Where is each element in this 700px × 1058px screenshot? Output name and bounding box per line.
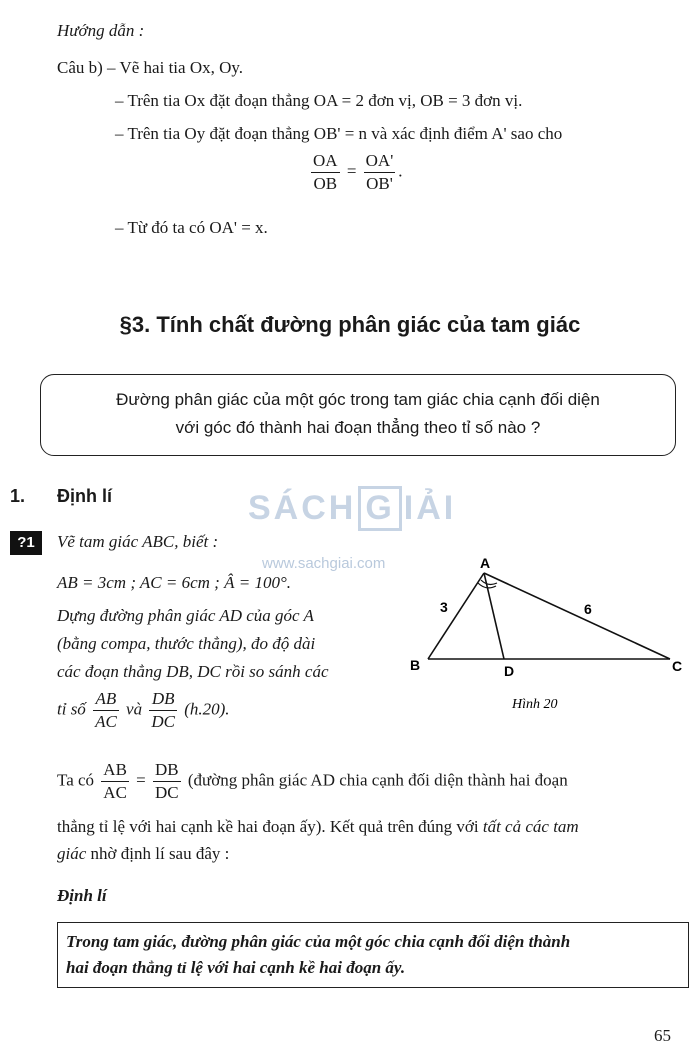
question-box xyxy=(40,374,676,456)
exercise-ratio-line xyxy=(57,688,230,733)
figure-caption: Hình 20 xyxy=(512,697,558,712)
exercise-line-1: Vẽ tam giác ABC, biết : xyxy=(57,532,219,551)
guide-heading: Hướng dẫn : xyxy=(57,21,145,40)
fraction-numerator: OA' xyxy=(364,150,396,173)
subsection-number: 1. xyxy=(10,486,26,506)
fraction-oa-prime-ob-prime xyxy=(364,150,396,195)
exercise-line-4: (bằng compa, thước thẳng), đo độ dài xyxy=(57,634,316,653)
period: . xyxy=(398,161,403,181)
watermark-logo xyxy=(248,486,456,531)
question-line-2: với góc đó thành hai đoạn thẳng theo tỉ số nào ? xyxy=(175,418,541,437)
fraction-ab-ac xyxy=(93,688,119,733)
fraction-denominator: DC xyxy=(151,712,175,731)
label-b: B xyxy=(410,657,421,673)
equals-sign: = xyxy=(136,770,146,790)
exercise-line-2: AB = 3cm ; AC = 6cm ; Â = 100°. xyxy=(57,573,291,592)
fraction-denominator: OB xyxy=(313,174,338,193)
angle-arc-2 xyxy=(481,580,497,584)
equals-sign: = xyxy=(346,161,357,181)
fraction-numerator: AB xyxy=(101,759,129,782)
theorem-line-2: hai đoạn thẳng tỉ lệ với hai cạnh kề hai đoạn ấy. xyxy=(66,958,406,977)
fraction-db-dc xyxy=(153,759,181,804)
label-side-ab: 3 xyxy=(440,599,448,615)
fraction-numerator: OA xyxy=(311,150,340,173)
explain-line-1 xyxy=(57,759,568,804)
label-a: A xyxy=(480,555,491,571)
ratio-suffix: (h.20). xyxy=(184,699,230,719)
exercise-line-5: các đoạn thẳng DB, DC rồi so sánh các xyxy=(57,662,329,681)
fraction-ab-ac xyxy=(101,759,129,804)
fraction-denominator: DC xyxy=(155,783,179,802)
guide-step-1: – Trên tia Ox đặt đoạn thẳng OA = 2 đơn vị, OB = 3 đơn vị. xyxy=(115,91,523,110)
watermark-text-right: IẢI xyxy=(403,489,457,527)
explain-line-2 xyxy=(57,817,579,837)
watermark-url: www.sachgiai.com xyxy=(262,555,386,572)
exercise-badge: ?1 xyxy=(10,531,42,555)
theorem-line-1: Trong tam giác, đường phân giác của một góc chia cạnh đối diện thành xyxy=(66,932,571,951)
ratio-and: và xyxy=(126,699,143,719)
watermark-text-left: SÁCH xyxy=(248,489,357,527)
fraction-numerator: DB xyxy=(153,759,181,782)
explain-line-1-rest: (đường phân giác AD chia cạnh đối diện thành hai đoạn xyxy=(187,770,568,790)
theorem-box xyxy=(57,922,689,988)
fraction-denominator: AC xyxy=(103,783,127,802)
guide-step-2: – Trên tia Oy đặt đoạn thẳng OB' = n và xác định điểm A' sao cho xyxy=(115,124,563,143)
fraction-oa-ob xyxy=(311,150,340,195)
fraction-denominator: OB' xyxy=(366,174,393,193)
question-line-1: Đường phân giác của một góc trong tam giác chia cạnh đối diện xyxy=(116,390,600,409)
guide-part-b: Câu b) – Vẽ hai tia Ox, Oy. xyxy=(57,58,244,77)
explain-line-3-italic: giác xyxy=(57,844,87,863)
exercise-line-3: Dựng đường phân giác AD của góc A xyxy=(57,606,314,625)
side-ac xyxy=(484,573,670,659)
subsection-title: Định lí xyxy=(57,486,112,506)
watermark-text-boxed: G xyxy=(358,486,401,531)
guide-ratio-equation xyxy=(308,150,403,195)
explain-prefix: Ta có xyxy=(57,770,95,790)
label-c: C xyxy=(672,658,683,674)
label-side-ac: 6 xyxy=(584,601,592,617)
explain-line-3 xyxy=(57,844,229,864)
page-number: 65 xyxy=(654,1026,671,1045)
explain-line-2-normal: thẳng tỉ lệ với hai cạnh kề hai đoạn ấy). Kết quả trên đúng với xyxy=(57,817,479,836)
fraction-db-dc xyxy=(149,688,177,733)
ratio-prefix: tỉ số xyxy=(57,699,86,719)
fraction-numerator: AB xyxy=(93,688,119,711)
fraction-denominator: AC xyxy=(95,712,117,731)
side-ab xyxy=(428,573,484,659)
explain-line-2-italic: tất cả các tam xyxy=(482,817,579,836)
guide-step-3: – Từ đó ta có OA' = x. xyxy=(115,218,268,237)
theorem-heading: Định lí xyxy=(57,886,107,905)
fraction-numerator: DB xyxy=(149,688,177,711)
explain-line-3-normal: nhờ định lí sau đây : xyxy=(90,844,230,863)
label-d: D xyxy=(504,663,515,679)
triangle-figure xyxy=(400,550,700,720)
bisector-ad xyxy=(484,573,504,659)
section-title: §3. Tính chất đường phân giác của tam giác xyxy=(119,312,581,337)
